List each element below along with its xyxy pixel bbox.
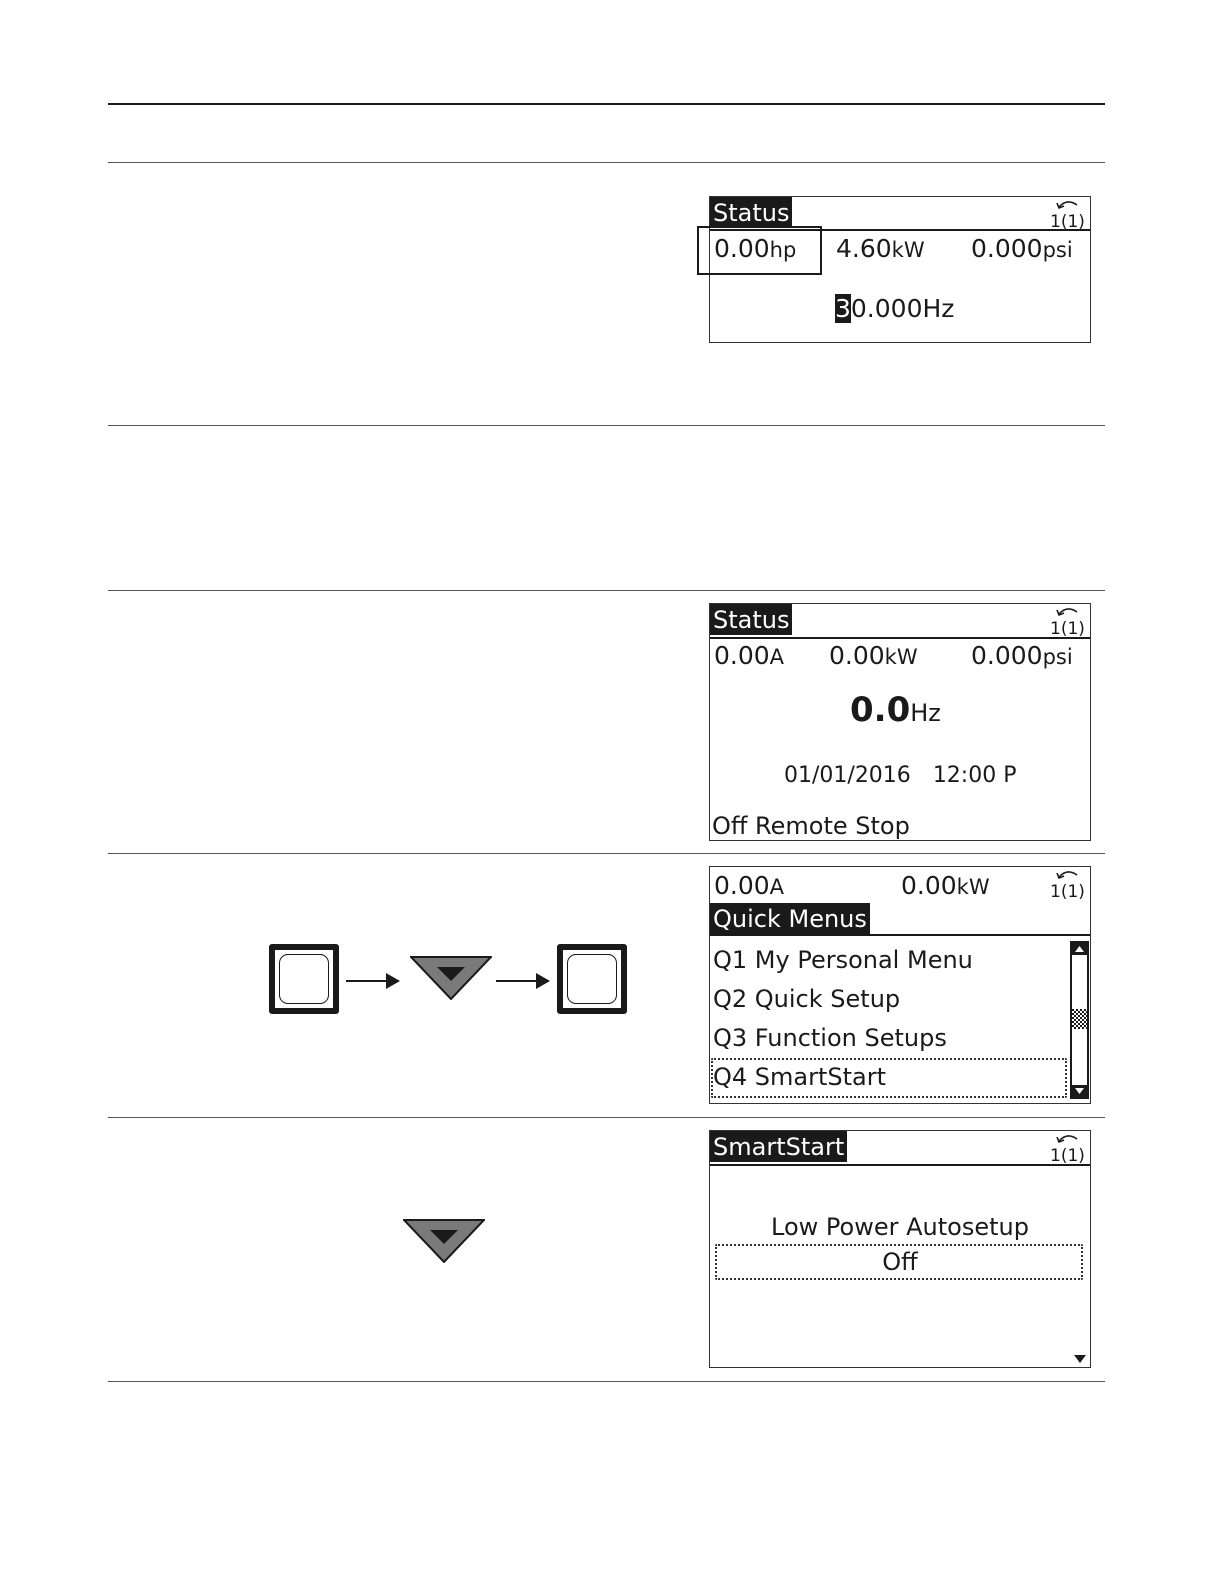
tab-underline bbox=[710, 1164, 1090, 1166]
tab-underline bbox=[710, 934, 1090, 936]
svg-text:1(1): 1(1) bbox=[1050, 619, 1085, 636]
top-rule bbox=[108, 103, 1105, 105]
edit-frequency[interactable]: 30.000Hz bbox=[835, 294, 955, 323]
lcd-screen-smartstart bbox=[709, 1130, 1091, 1368]
row-divider bbox=[108, 425, 1105, 426]
parameter-label: Low Power Autosetup bbox=[771, 1213, 1029, 1241]
key-face bbox=[567, 954, 617, 1004]
menu-item-q2[interactable]: Q2 Quick Setup bbox=[713, 985, 901, 1013]
readout-pressure: 0.000psi bbox=[971, 641, 1073, 670]
scroll-down-icon[interactable] bbox=[1072, 1085, 1087, 1097]
menu-item-q4[interactable]: Q4 SmartStart bbox=[713, 1063, 887, 1091]
scrollbar[interactable] bbox=[1070, 941, 1089, 1099]
readout-kw: 0.00kW bbox=[901, 871, 990, 900]
readout-current: 0.00A bbox=[714, 871, 785, 900]
readout-current: 0.00A bbox=[714, 641, 785, 670]
row-divider bbox=[108, 1117, 1105, 1118]
row-divider bbox=[108, 853, 1105, 854]
setup-number-icon bbox=[1049, 606, 1089, 636]
readout-pressure: 0.000psi bbox=[971, 234, 1073, 263]
smartstart-tab: SmartStart bbox=[710, 1131, 847, 1162]
status-tab: Status bbox=[710, 197, 792, 228]
blank-key-icon bbox=[269, 944, 339, 1014]
setup-number-icon bbox=[1049, 199, 1089, 229]
readout-power: 0.00hp bbox=[714, 234, 797, 263]
row-divider bbox=[108, 162, 1105, 163]
scroll-down-icon bbox=[1073, 1354, 1087, 1364]
edit-cursor: 3 bbox=[835, 294, 851, 323]
quick-menus-tab: Quick Menus bbox=[710, 903, 870, 934]
setup-number-icon bbox=[1049, 869, 1089, 899]
svg-text:1(1): 1(1) bbox=[1050, 212, 1085, 229]
parameter-value[interactable]: Off bbox=[882, 1248, 918, 1276]
blank-key-icon bbox=[557, 944, 627, 1014]
lcd-screen-status bbox=[709, 603, 1091, 841]
lcd-screen-quick-menus bbox=[709, 866, 1091, 1104]
down-arrow-key-icon bbox=[410, 956, 492, 1000]
scroll-thumb-icon[interactable] bbox=[1072, 1009, 1087, 1029]
highlight-box bbox=[697, 226, 822, 275]
setup-number-icon bbox=[1049, 1133, 1089, 1163]
output-frequency: 0.0Hz bbox=[850, 690, 941, 730]
readout-kw: 4.60kW bbox=[836, 234, 925, 263]
status-tab: Status bbox=[710, 604, 792, 635]
key-face bbox=[279, 954, 329, 1004]
menu-item-q1[interactable]: Q1 My Personal Menu bbox=[713, 946, 973, 974]
menu-item-q3[interactable]: Q3 Function Setups bbox=[713, 1024, 947, 1052]
down-arrow-key-icon bbox=[403, 1219, 485, 1263]
readout-kw: 0.00kW bbox=[829, 641, 918, 670]
tab-underline bbox=[710, 637, 1090, 639]
svg-text:1(1): 1(1) bbox=[1050, 1146, 1085, 1163]
bottom-rule bbox=[108, 1381, 1105, 1382]
svg-text:1(1): 1(1) bbox=[1050, 882, 1085, 899]
scroll-up-icon[interactable] bbox=[1072, 943, 1087, 955]
date-time: 01/01/2016 12:00 P bbox=[784, 763, 1017, 788]
right-arrow-icon bbox=[346, 980, 398, 982]
status-line: Off Remote Stop bbox=[712, 812, 910, 840]
right-arrow-icon bbox=[496, 980, 548, 982]
row-divider bbox=[108, 590, 1105, 591]
